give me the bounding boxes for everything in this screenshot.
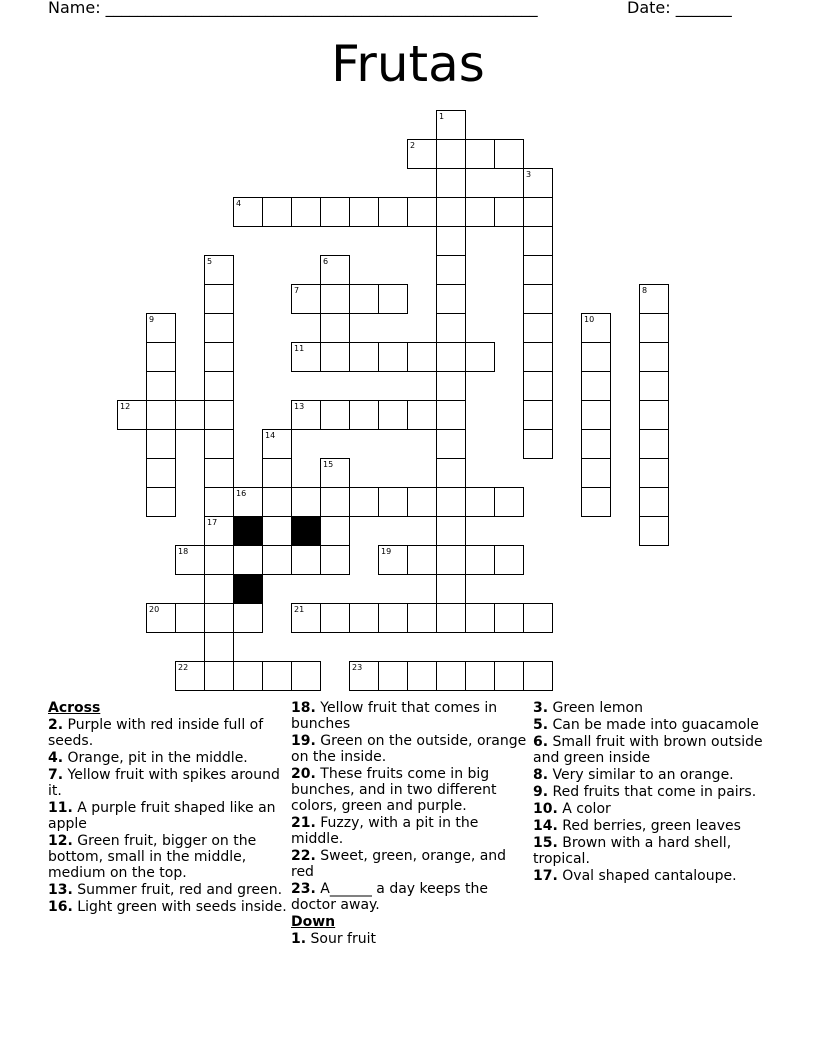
clue-across-7: 7. Yellow fruit with spikes around it.	[48, 767, 280, 799]
clue-across-16: 16. Light green with seeds inside.	[48, 899, 287, 915]
grid-cell[interactable]	[494, 661, 524, 691]
grid-cell[interactable]	[436, 574, 466, 604]
grid-cell[interactable]	[639, 487, 669, 517]
grid-cell[interactable]	[233, 545, 263, 575]
grid-cell[interactable]	[639, 371, 669, 401]
grid-cell[interactable]	[494, 139, 524, 169]
black-cell	[291, 516, 321, 546]
grid-cell[interactable]	[465, 487, 495, 517]
grid-cell[interactable]	[204, 632, 234, 662]
grid-cell[interactable]	[204, 342, 234, 372]
grid-cell[interactable]	[233, 661, 263, 691]
grid-cell[interactable]	[175, 603, 205, 633]
clue-across-13: 13. Summer fruit, red and green.	[48, 882, 283, 898]
grid-cell[interactable]	[262, 661, 292, 691]
grid-cell[interactable]	[639, 516, 669, 546]
grid-cell[interactable]	[436, 342, 466, 372]
grid-cell[interactable]	[204, 603, 234, 633]
black-cell	[233, 516, 263, 546]
across-heading: Across	[48, 700, 101, 716]
cell-number-2: 2	[410, 141, 416, 150]
cell-number-11: 11	[294, 344, 305, 353]
clues-column-2	[291, 700, 531, 948]
grid-cell[interactable]	[494, 545, 524, 575]
clue-across-23: 23. A______ a day keeps the doctor away.	[291, 881, 488, 913]
grid-cell[interactable]	[436, 661, 466, 691]
grid-cell[interactable]	[407, 661, 437, 691]
cell-number-3: 3	[526, 170, 532, 179]
grid-cell[interactable]	[204, 661, 234, 691]
cell-number-10: 10	[584, 315, 595, 324]
grid-cell[interactable]	[581, 371, 611, 401]
cell-number-8: 8	[642, 286, 648, 295]
clue-down-9: 9. Red fruits that come in pairs.	[533, 784, 757, 800]
grid-cell[interactable]	[639, 313, 669, 343]
grid-cell[interactable]	[436, 400, 466, 430]
clue-across-12: 12. Green fruit, bigger on the bottom, small in the middle, medium on the top.	[48, 833, 257, 881]
cell-number-16: 16	[236, 489, 247, 498]
clue-across-21: 21. Fuzzy, with a pit in the middle.	[291, 815, 479, 847]
cell-number-22: 22	[178, 663, 189, 672]
clue-across-22: 22. Sweet, green, orange, and red	[291, 848, 507, 880]
grid-cell[interactable]	[639, 342, 669, 372]
puzzle-title: Frutas	[331, 35, 485, 93]
grid-cell[interactable]	[436, 284, 466, 314]
grid-cell[interactable]	[465, 342, 495, 372]
clue-down-17: 17. Oval shaped cantaloupe.	[533, 868, 737, 884]
grid-cell[interactable]	[204, 487, 234, 517]
grid-cell[interactable]	[291, 197, 321, 227]
grid-cell[interactable]	[523, 255, 553, 285]
grid-cell[interactable]	[494, 197, 524, 227]
grid-cell[interactable]	[523, 661, 553, 691]
clue-across-4: 4. Orange, pit in the middle.	[48, 750, 248, 766]
grid-cell[interactable]	[349, 487, 379, 517]
grid-cell[interactable]	[523, 342, 553, 372]
grid-cell[interactable]	[204, 574, 234, 604]
clue-down-5: 5. Can be made into guacamole	[533, 717, 759, 733]
grid-cell[interactable]	[436, 545, 466, 575]
grid-cell[interactable]	[378, 400, 408, 430]
grid-cell[interactable]	[581, 429, 611, 459]
grid-cell[interactable]	[291, 661, 321, 691]
grid-cell[interactable]	[204, 313, 234, 343]
clue-down-14: 14. Red berries, green leaves	[533, 818, 741, 834]
grid-cell[interactable]	[262, 458, 292, 488]
grid-cell[interactable]	[378, 284, 408, 314]
grid-cell[interactable]	[204, 284, 234, 314]
grid-cell[interactable]	[146, 429, 176, 459]
grid-cell[interactable]	[349, 603, 379, 633]
grid-cell[interactable]	[523, 371, 553, 401]
cell-number-17: 17	[207, 518, 218, 527]
grid-cell[interactable]	[436, 516, 466, 546]
grid-cell[interactable]	[465, 603, 495, 633]
grid-cell[interactable]	[204, 545, 234, 575]
grid-cell[interactable]	[581, 400, 611, 430]
cell-number-19: 19	[381, 547, 392, 556]
grid-cell[interactable]	[639, 429, 669, 459]
cell-number-23: 23	[352, 663, 363, 672]
grid-cell[interactable]	[349, 400, 379, 430]
grid-cell[interactable]	[407, 545, 437, 575]
grid-cell[interactable]	[146, 458, 176, 488]
grid-cell[interactable]	[639, 458, 669, 488]
clue-across-18: 18. Yellow fruit that comes in bunches	[291, 700, 498, 732]
grid-cell[interactable]	[407, 342, 437, 372]
clue-down-1: 1. Sour fruit	[291, 931, 376, 947]
grid-cell[interactable]	[204, 400, 234, 430]
name-field[interactable]: Name: ______________________________________________________	[48, 0, 538, 17]
grid-cell[interactable]	[262, 197, 292, 227]
cell-number-9: 9	[149, 315, 155, 324]
grid-cell[interactable]	[204, 371, 234, 401]
grid-cell[interactable]	[349, 197, 379, 227]
grid-cell[interactable]	[523, 197, 553, 227]
cell-number-1: 1	[439, 112, 445, 121]
grid-cell[interactable]	[581, 487, 611, 517]
cell-number-21: 21	[294, 605, 305, 614]
black-cell	[233, 574, 263, 604]
grid-cell[interactable]	[349, 342, 379, 372]
grid-cell[interactable]	[146, 342, 176, 372]
grid-cell[interactable]	[378, 197, 408, 227]
cell-number-13: 13	[294, 402, 305, 411]
grid-cell[interactable]	[436, 255, 466, 285]
grid-cell[interactable]	[436, 371, 466, 401]
clue-down-10: 10. A color	[533, 801, 611, 817]
grid-cell[interactable]	[465, 139, 495, 169]
grid-cell[interactable]	[436, 603, 466, 633]
cell-number-12: 12	[120, 402, 131, 411]
clues-column-3	[533, 700, 773, 885]
cell-number-14: 14	[265, 431, 276, 440]
grid-cell[interactable]	[494, 603, 524, 633]
grid-cell[interactable]	[436, 197, 466, 227]
grid-cell[interactable]	[233, 603, 263, 633]
grid-cell[interactable]	[378, 603, 408, 633]
grid-cell[interactable]	[465, 545, 495, 575]
down-heading: Down	[291, 914, 336, 930]
grid-cell[interactable]	[378, 342, 408, 372]
clues-column-1	[48, 700, 288, 916]
grid-cell[interactable]	[407, 487, 437, 517]
grid-cell[interactable]	[436, 226, 466, 256]
grid-cell[interactable]	[523, 284, 553, 314]
grid-cell[interactable]	[465, 661, 495, 691]
cell-number-15: 15	[323, 460, 334, 469]
grid-cell[interactable]	[320, 487, 350, 517]
grid-cell[interactable]	[581, 342, 611, 372]
clue-across-11: 11. A purple fruit shaped like an apple	[48, 800, 276, 832]
grid-cell[interactable]	[639, 400, 669, 430]
cell-number-5: 5	[207, 257, 213, 266]
grid-cell[interactable]	[320, 197, 350, 227]
clue-down-15: 15. Brown with a hard shell, tropical.	[533, 835, 732, 867]
grid-cell[interactable]	[523, 603, 553, 633]
grid-cell[interactable]	[378, 487, 408, 517]
grid-cell[interactable]	[378, 661, 408, 691]
clue-down-3: 3. Green lemon	[533, 700, 643, 716]
grid-cell[interactable]	[204, 429, 234, 459]
grid-cell[interactable]	[320, 603, 350, 633]
grid-cell[interactable]	[320, 400, 350, 430]
cell-number-6: 6	[323, 257, 329, 266]
grid-cell[interactable]	[320, 545, 350, 575]
grid-cell[interactable]	[320, 342, 350, 372]
clue-down-8: 8. Very similar to an orange.	[533, 767, 734, 783]
grid-cell[interactable]	[407, 603, 437, 633]
grid-cell[interactable]	[262, 516, 292, 546]
grid-cell[interactable]	[349, 284, 379, 314]
grid-cell[interactable]	[262, 487, 292, 517]
grid-cell[interactable]	[523, 226, 553, 256]
grid-cell[interactable]	[175, 400, 205, 430]
grid-cell[interactable]	[204, 458, 234, 488]
grid-cell[interactable]	[465, 197, 495, 227]
grid-cell[interactable]	[146, 487, 176, 517]
grid-cell[interactable]	[146, 371, 176, 401]
grid-cell[interactable]	[291, 487, 321, 517]
grid-cell[interactable]	[581, 458, 611, 488]
grid-cell[interactable]	[146, 400, 176, 430]
grid-cell[interactable]	[320, 516, 350, 546]
clue-across-20: 20. These fruits come in big bunches, and in two different colors, green and purple.	[291, 766, 497, 814]
grid-cell[interactable]	[436, 429, 466, 459]
clue-across-19: 19. Green on the outside, orange on the inside.	[291, 733, 527, 765]
grid-cell[interactable]	[436, 458, 466, 488]
grid-cell[interactable]	[436, 487, 466, 517]
grid-cell[interactable]	[291, 545, 321, 575]
grid-cell[interactable]	[523, 429, 553, 459]
grid-cell[interactable]	[436, 313, 466, 343]
grid-cell[interactable]	[523, 400, 553, 430]
grid-cell[interactable]	[436, 139, 466, 169]
grid-cell[interactable]	[523, 313, 553, 343]
cell-number-20: 20	[149, 605, 160, 614]
clue-across-2: 2. Purple with red inside full of seeds.	[48, 717, 264, 749]
cell-number-18: 18	[178, 547, 189, 556]
cell-number-4: 4	[236, 199, 242, 208]
grid-cell[interactable]	[436, 168, 466, 198]
grid-cell[interactable]	[262, 545, 292, 575]
grid-cell[interactable]	[320, 284, 350, 314]
grid-cell[interactable]	[407, 400, 437, 430]
grid-cell[interactable]	[494, 487, 524, 517]
date-field[interactable]: Date: _______	[627, 0, 732, 17]
cell-number-7: 7	[294, 286, 300, 295]
grid-cell[interactable]	[407, 197, 437, 227]
clue-down-6: 6. Small fruit with brown outside and green inside	[533, 734, 763, 766]
grid-cell[interactable]	[320, 313, 350, 343]
